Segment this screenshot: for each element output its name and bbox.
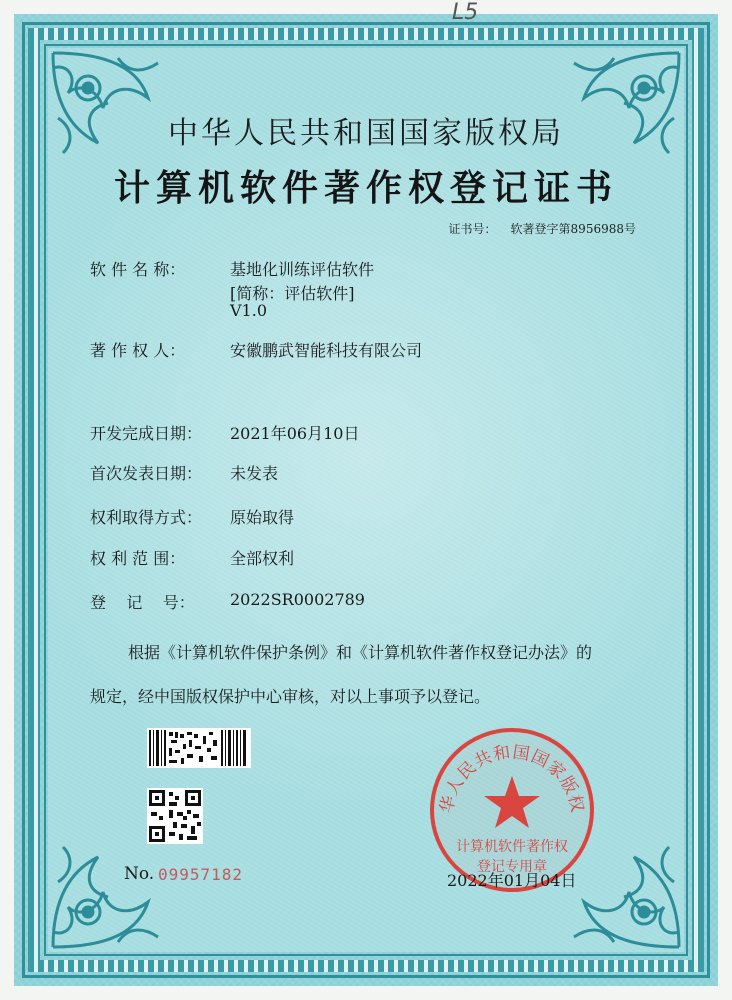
seal-inner-line-2: 登记专用章 bbox=[477, 859, 547, 875]
issue-date: 2022年01月04日 bbox=[447, 871, 577, 890]
qr-code-icon bbox=[147, 788, 203, 844]
software-name-value: 基地化训练评估软件 bbox=[230, 260, 375, 279]
software-short-name: [简称：评估软件] bbox=[230, 284, 355, 303]
statement-line-1: 根据《计算机软件保护条例》和《计算机软件著作权登记办法》的 bbox=[128, 643, 593, 662]
serial-number-value: 09957182 bbox=[158, 865, 244, 884]
completion-date-value: 2021年06月10日 bbox=[230, 424, 360, 443]
acquisition-label: 权利取得方式： bbox=[90, 508, 203, 527]
first-publish-label: 首次发表日期： bbox=[90, 464, 203, 483]
completion-date-row bbox=[90, 421, 360, 444]
handwritten-mark: L5 bbox=[452, 0, 479, 25]
acquisition-row bbox=[90, 505, 295, 528]
first-publish-value: 未发表 bbox=[230, 464, 279, 483]
seal-inner-line-1: 计算机软件著作权 bbox=[456, 839, 568, 855]
certificate-title: 计算机软件著作权登记证书 bbox=[113, 167, 618, 209]
barcode-icon bbox=[147, 728, 251, 768]
certificate-number bbox=[449, 220, 636, 237]
statement-line-2: 规定，经中国版权保护中心审核，对以上事项予以登记。 bbox=[90, 687, 491, 706]
registration-label: 登 记 号： bbox=[90, 593, 195, 612]
scope-value: 全部权利 bbox=[230, 549, 295, 568]
registration-value: 2022SR0002789 bbox=[230, 590, 365, 609]
software-name-row bbox=[90, 257, 375, 280]
issuing-authority: 中华人民共和国国家版权局 bbox=[168, 116, 564, 151]
serial-number-label: No. bbox=[124, 864, 155, 884]
seal-outer-text: 华人民共和国国家版权 bbox=[436, 742, 588, 815]
owner-value: 安徽鹏武智能科技有限公司 bbox=[230, 341, 423, 360]
scope-label: 权 利 范 围： bbox=[90, 549, 186, 568]
first-publish-row bbox=[90, 461, 279, 484]
scope-row bbox=[90, 546, 295, 569]
owner-label: 著 作 权 人： bbox=[90, 341, 186, 360]
certificate-number-label: 证书号： bbox=[448, 222, 497, 236]
completion-date-label: 开发完成日期： bbox=[90, 424, 203, 443]
owner-row bbox=[90, 338, 423, 361]
corner-ornament-bottom-left-icon bbox=[48, 842, 178, 952]
registration-row bbox=[90, 590, 365, 613]
software-name-label: 软 件 名 称： bbox=[90, 260, 186, 279]
acquisition-value: 原始取得 bbox=[230, 508, 295, 527]
certificate-number-value: 软著登字第8956988号 bbox=[510, 222, 636, 236]
software-version: V1.0 bbox=[230, 301, 267, 320]
